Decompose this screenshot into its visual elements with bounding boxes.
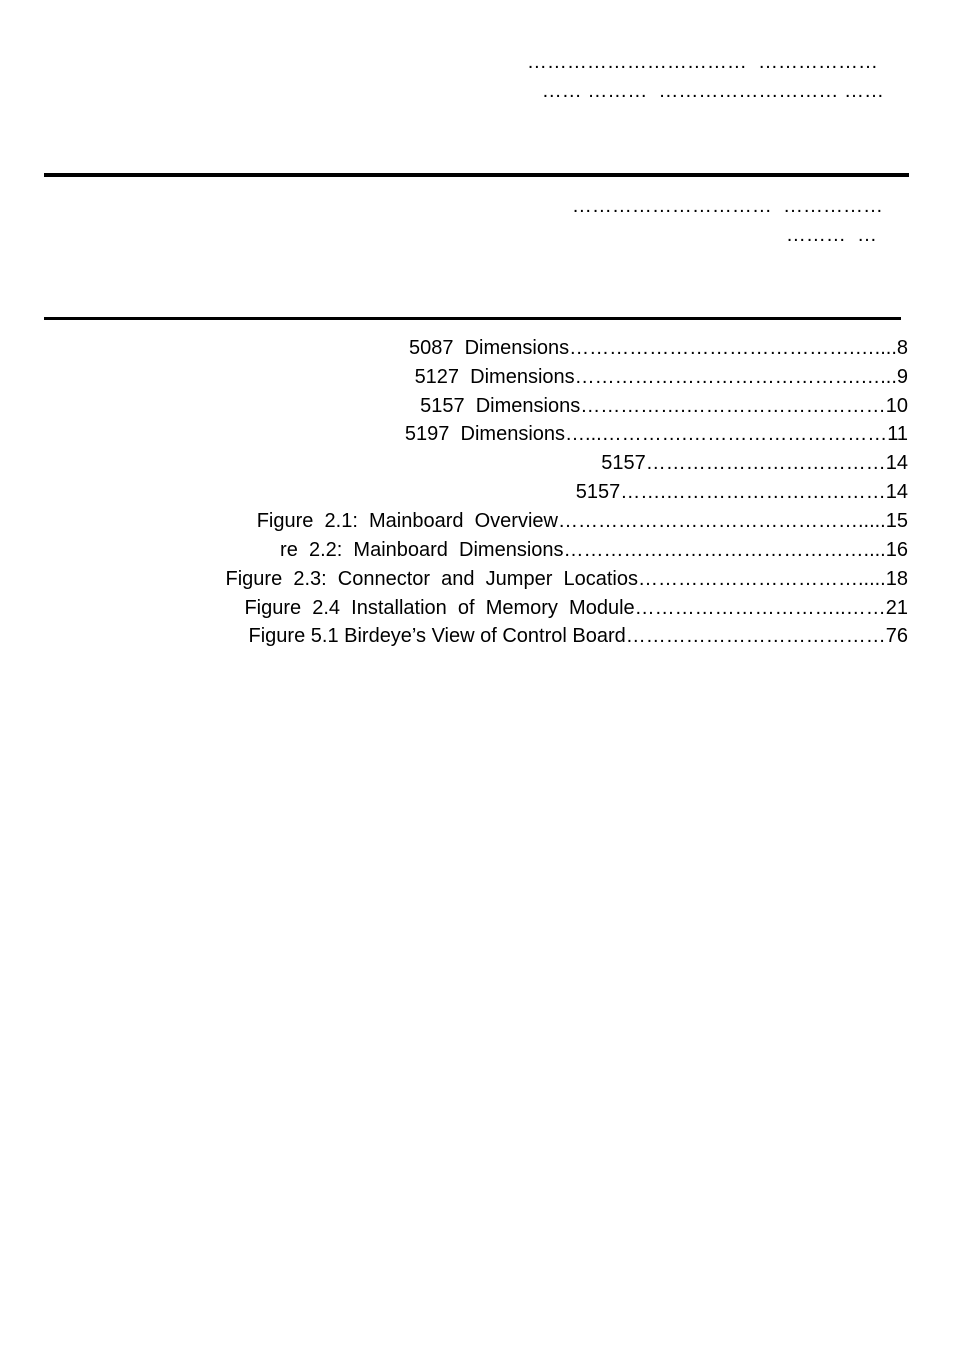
top-dotted-line-2: …… ……… ……………………… …… bbox=[541, 80, 884, 102]
figure-list-entry: 5127 Dimensions…………………………………….…...9 bbox=[414, 366, 908, 388]
figure-list-entry: re 2.2: Mainboard Dimensions………………………………………....16 bbox=[280, 539, 908, 561]
figure-list-entry: Figure 5.1 Birdeye’s View of Control Board…………………………………76 bbox=[248, 625, 908, 647]
second-dotted-line-2: ……… … bbox=[785, 224, 877, 246]
figure-list-entry: Figure 2.3: Connector and Jumper Locatios…………………………….....18 bbox=[225, 568, 908, 590]
figure-list-entry: 5197 Dimensions…...………….…………………………11 bbox=[404, 423, 908, 445]
figure-list-entry: 5157…….……………………………14 bbox=[575, 481, 908, 503]
figure-list-entry: Figure 2.1: Mainboard Overview……………………………………….....15 bbox=[256, 510, 908, 532]
section-divider-1 bbox=[44, 173, 909, 177]
figure-list-entry: 5157………………………………14 bbox=[601, 452, 908, 474]
second-dotted-line-1: ………………………… …………… bbox=[571, 195, 883, 217]
top-dotted-line-1: …………………………… ……………… bbox=[526, 51, 878, 73]
figure-list-entry: Figure 2.4 Installation of Memory Module…………………………..……21 bbox=[244, 597, 908, 619]
section-divider-2 bbox=[44, 317, 901, 320]
figure-list-entry: 5157 Dimensions…………….…………………………10 bbox=[420, 395, 908, 417]
figure-list-entry: 5087 Dimensions…………………………………….…....8 bbox=[409, 337, 908, 359]
